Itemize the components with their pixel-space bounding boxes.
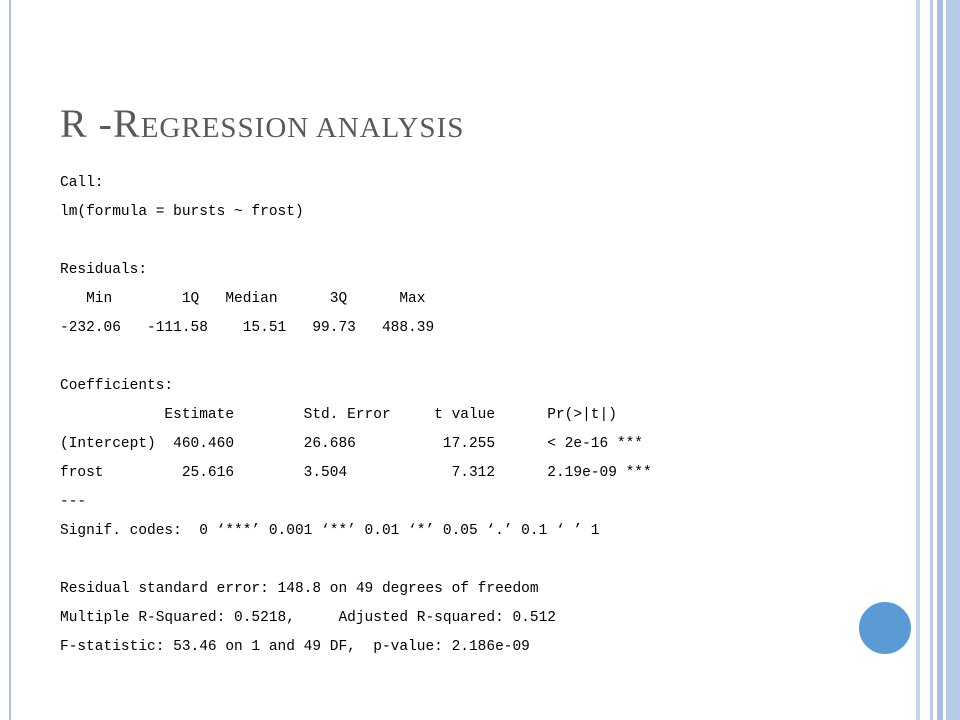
left-frame-line [9,0,11,720]
output-line: Coefficients: [60,378,174,394]
output-line: --- [60,494,87,510]
output-line: Multiple R-Squared: 0.5218, Adjusted R-squared: 0.512 [60,610,556,626]
output-line: Residuals: [60,262,148,278]
output-line: Call: [60,175,104,191]
right-decorative-stripes [916,0,960,720]
output-line: (Intercept) 460.460 26.686 17.255 < 2e-16 *** [60,436,643,452]
output-line: Residual standard error: 148.8 on 49 degrees of freedom [60,581,539,597]
output-line: F-statistic: 53.46 on 1 and 49 DF, p-value: 2.186e-09 [60,639,530,655]
output-line: frost 25.616 3.504 7.312 2.19e-09 *** [60,465,652,481]
output-line: -232.06 -111.58 15.51 99.73 488.39 [60,320,435,336]
output-line: Estimate Std. Error t value Pr(>|t|) [60,407,617,423]
title-lead: R -R [60,101,141,146]
output-line: Min 1Q Median 3Q Max [60,291,426,307]
output-line: Signif. codes: 0 ‘***’ 0.001 ‘**’ 0.01 ‘*’ 0.05 ‘.’ 0.1 ‘ ’ 1 [60,523,600,539]
slide-title [60,100,464,147]
output-line: lm(formula = bursts ~ frost) [60,204,304,220]
title-rest: EGRESSION ANALYSIS [140,112,465,144]
decorative-circle [856,599,914,657]
